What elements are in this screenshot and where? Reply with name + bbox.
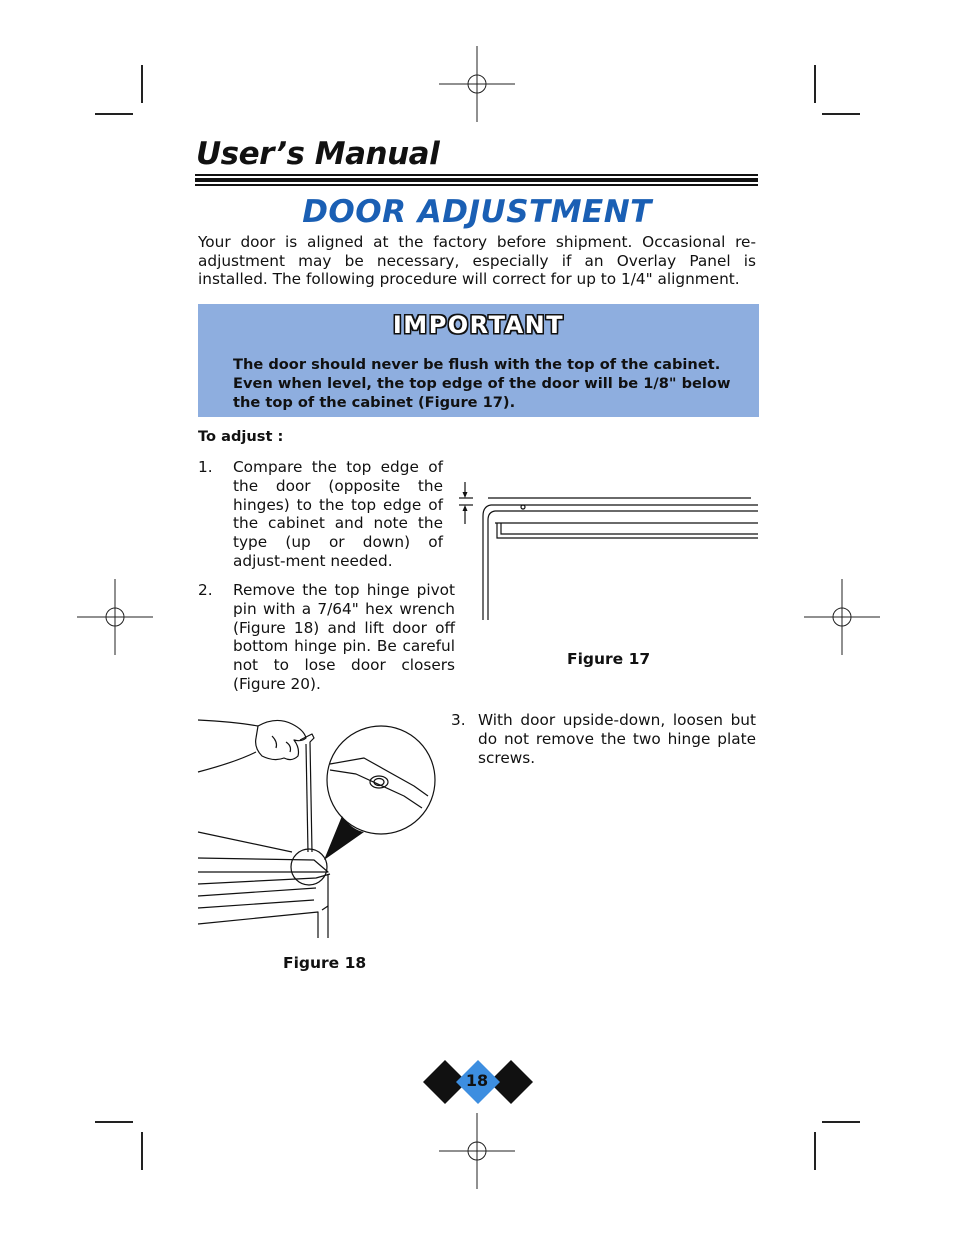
registration-mark-right [804,579,880,655]
figure-17-illustration [455,478,761,623]
intro-paragraph: Your door is aligned at the factory before shipment. Occasional re-adjustment may be necessary, especially if an Overlay Panel is installed. The following procedure will correct for up to 1/4" alignment. [198,233,756,289]
step-text: Remove the top hinge pivot pin with a 7/64" hex wrench (Figure 18) and lift door off bottom hinge pin. Be careful not to lose door closers (Figure 20). [233,581,455,693]
registration-mark-left [77,579,153,655]
figure-18-illustration [196,712,440,942]
registration-mark-top [439,46,515,122]
registration-mark-bottom [439,1113,515,1189]
important-callout [198,304,759,417]
step-number: 3. [451,711,466,729]
step-text: With door upside-down, loosen but do not remove the two hinge plate screws. [478,711,756,767]
manual-title: User’s Manual [196,136,440,172]
important-title: IMPORTANT [392,311,565,339]
step-text: Compare the top edge of the door (opposite the hinges) to the top edge of the cabinet and note the type (up or down) of adjust-ment needed. [233,458,443,570]
step-number: 2. [198,581,213,599]
section-title: DOOR ADJUSTMENT [302,194,652,230]
figure-17-caption: Figure 17 [567,650,651,668]
important-body: The door should never be flush with the top of the cabinet. Even when level, the top edge of the door will be 1/8" below the top of the cabinet (Figure 17). [233,356,731,411]
page-number: 18 [465,1071,489,1090]
figure-18-caption: Figure 18 [283,954,367,972]
step-number: 1. [198,458,213,476]
procedure-subhead: To adjust : [198,428,284,445]
